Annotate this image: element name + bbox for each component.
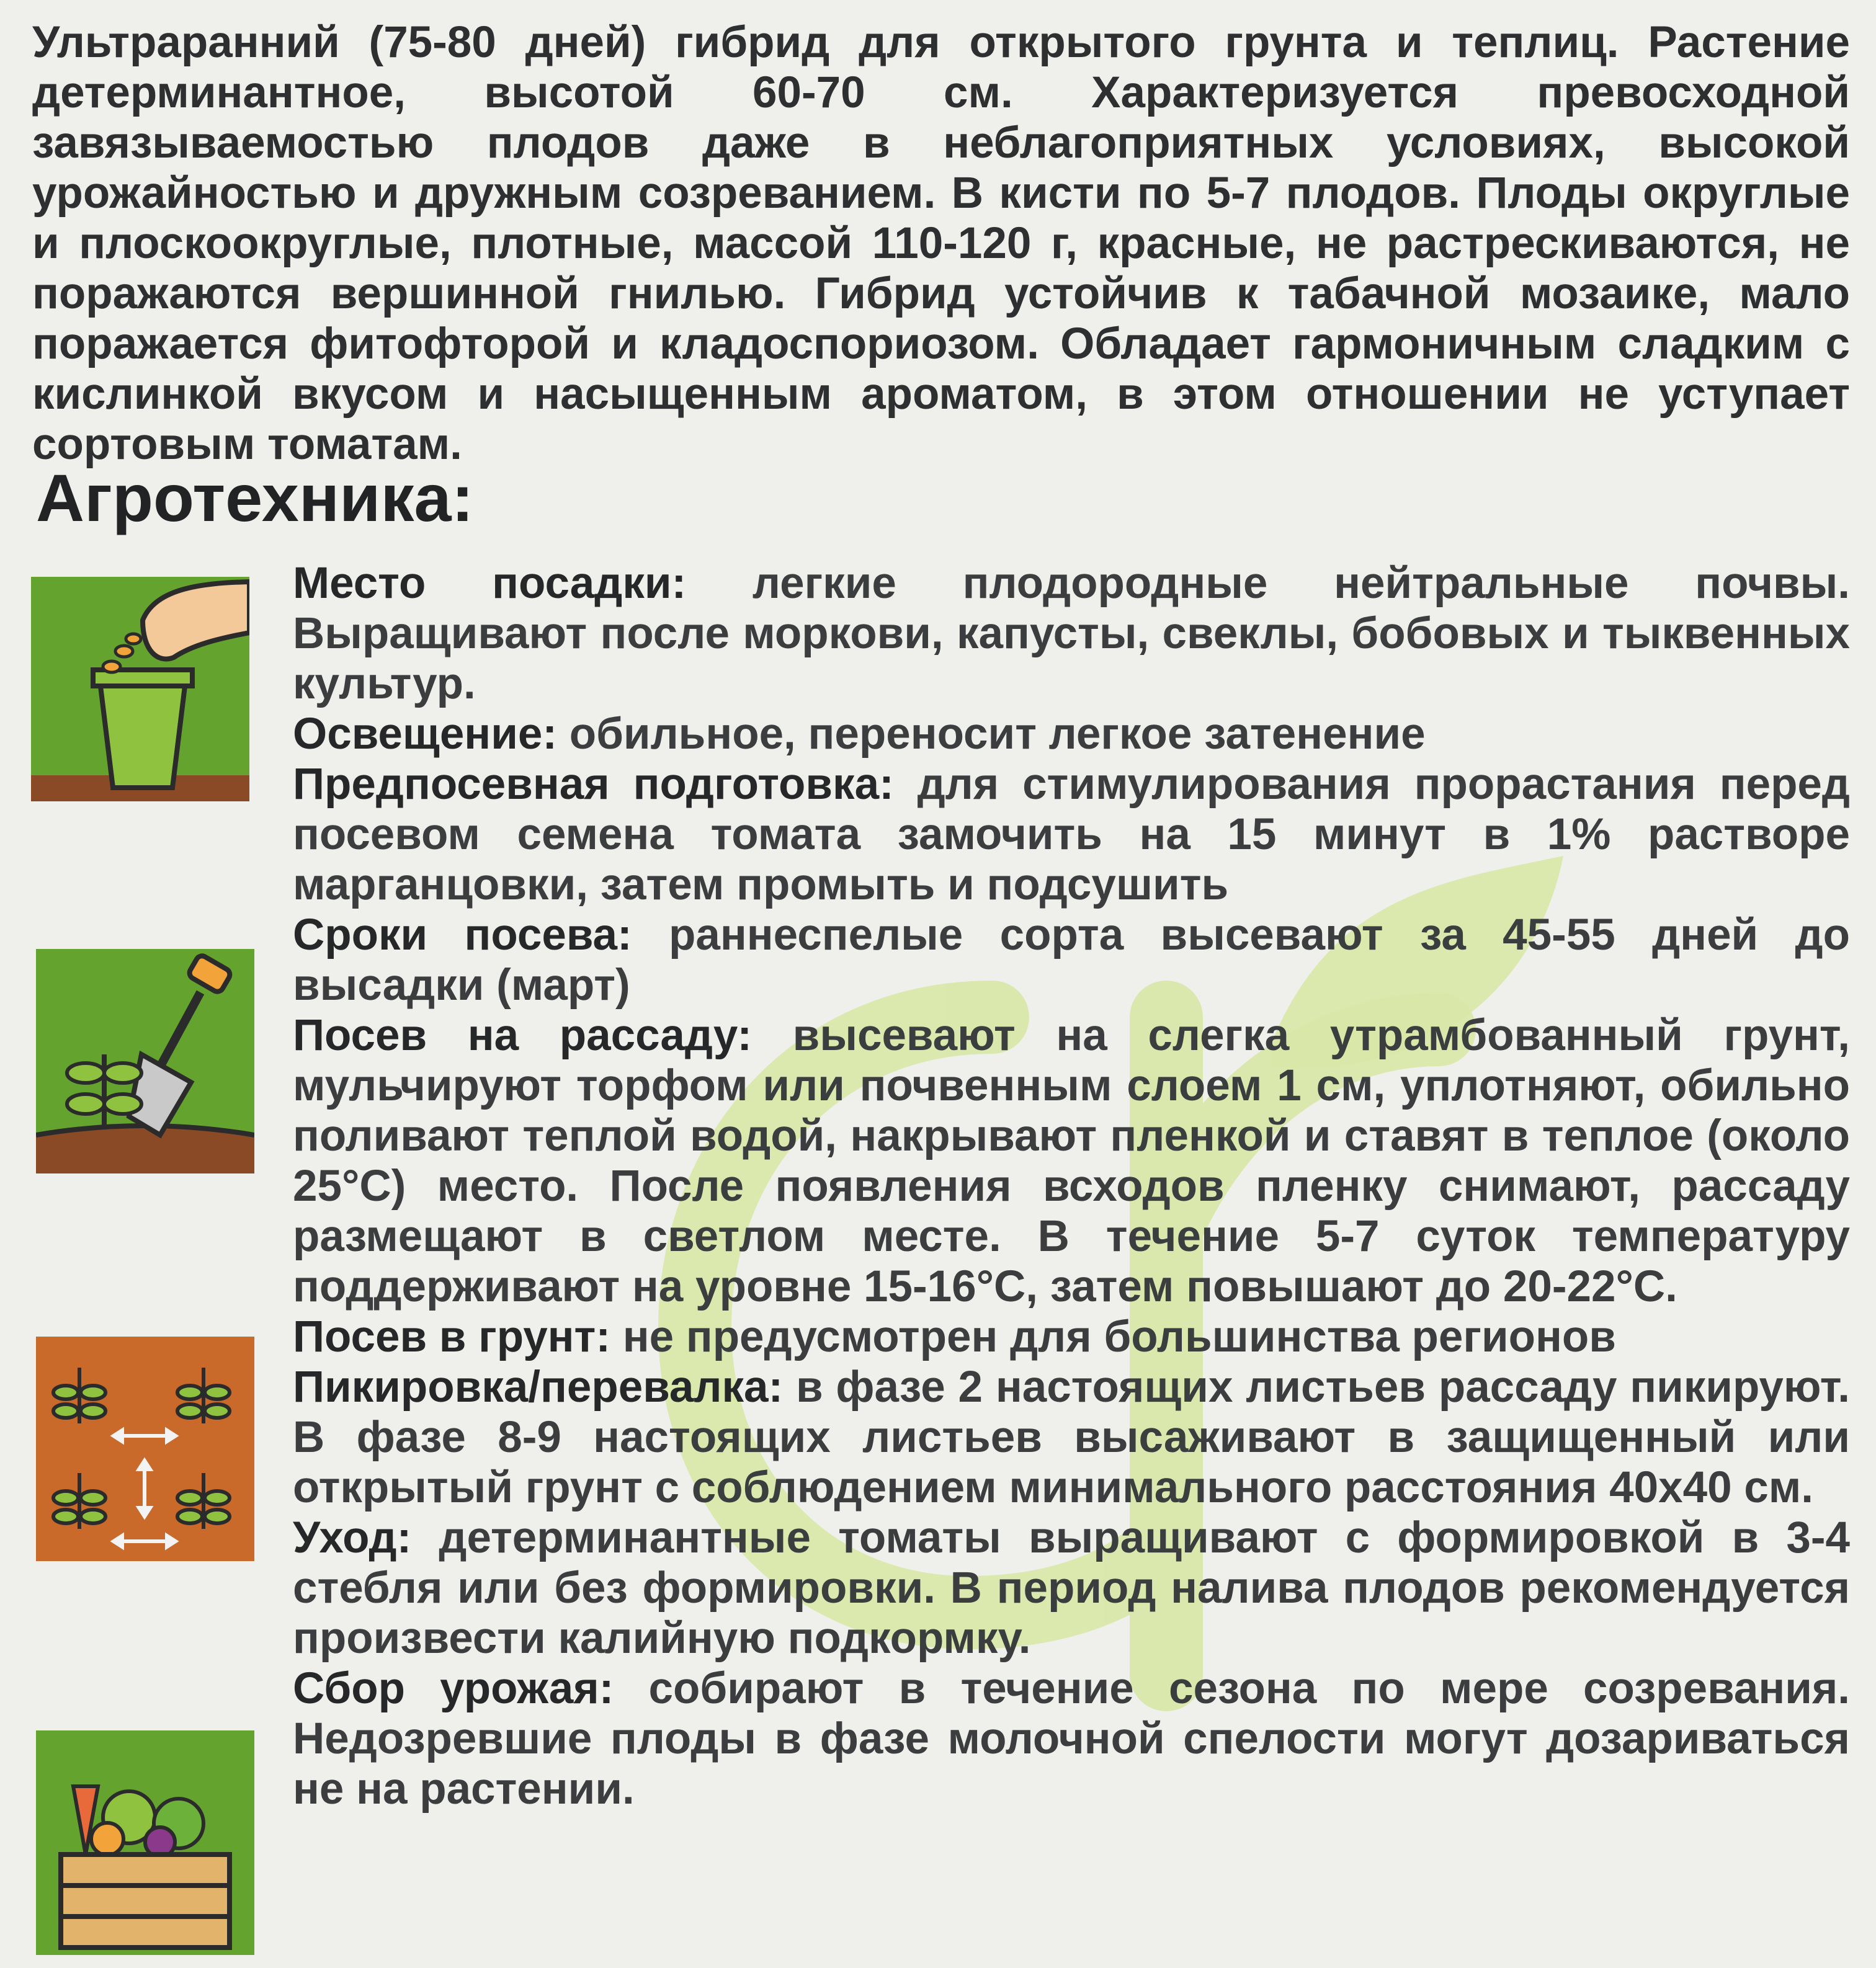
item-label: Уход: xyxy=(293,1513,412,1562)
item-label: Предпосевная подготовка: xyxy=(293,760,894,809)
pricking-item xyxy=(293,1362,1850,1513)
shovel-seedling-icon xyxy=(36,949,254,1173)
sowing-time-item xyxy=(293,910,1850,1010)
care-item xyxy=(293,1513,1850,1663)
item-text: высевают на слегка утрамбованный грунт, мульчируют торфом или почвенным слоем 1 см, уплотняют, обильно поливают теплой водой, накрывают пленкой и ставят в теплое (около 25°С) место. После появления всходов пленку снимают, рассаду размещают в светлом месте. В течение 5-7 суток температуру поддерживают на уровне 15-16°С, затем повышают до 20-22°С. xyxy=(293,1011,1850,1311)
item-label: Сроки посева: xyxy=(293,911,632,960)
open-ground-item xyxy=(293,1312,1850,1362)
item-label: Посев в грунт: xyxy=(293,1312,610,1361)
seedlings-item xyxy=(293,1010,1850,1312)
item-label: Пикировка/перевалка: xyxy=(293,1363,784,1412)
item-text: обильное, переносит легкое затенение xyxy=(556,710,1426,759)
item-label: Освещение: xyxy=(293,710,557,759)
section-title-agrotechnics: Агротехника: xyxy=(36,460,474,535)
pre-sowing-item xyxy=(293,759,1850,910)
item-label: Посев на рассаду: xyxy=(293,1011,753,1060)
lighting-item xyxy=(293,709,1850,759)
product-description: Ультраранний (75-80 дней) гибрид для открытого грунта и теплиц. Растение детерминантное, высотой 60-70 см. Характеризуется превосходной завязываемостью плодов даже в неблагоприятных условиях, высокой урожайностью и дружным созреванием. В кисти по 5-7 плодов. Плоды округлые и плоскоокруглые, плотные, массой 110-120 г, красные, не растрескиваются, не поражаются вершинной гнилью. Гибрид устойчив к табачной мозаике, мало поражается фитофторой и кладоспориозом. Обладает гармоничным сладким с кислинкой вкусом и насыщенным ароматом, в этом отношении не уступает сортовым томатам. xyxy=(32,18,1850,469)
item-text: раннеспелые сорта высевают за 45-55 дней до высадки (март) xyxy=(293,911,1850,1010)
plant-spacing-icon xyxy=(36,1337,254,1561)
item-text: легкие плодородные нейтральные почвы. Выращивают после моркови, капусты, свеклы, бобовых и тыквенных культур. xyxy=(293,559,1850,708)
harvest-item xyxy=(293,1663,1850,1814)
item-text: не предусмотрен для большинства регионов xyxy=(610,1312,1616,1361)
agrotechnics-list xyxy=(293,558,1850,1814)
planting-site-item xyxy=(293,558,1850,709)
hand-seeds-pot-icon xyxy=(31,577,249,801)
item-text: детерминантные томаты выращивают с формировкой в 3-4 стебля или без формировки. В период налива плодов рекомендуется произвести калийную подкормку. xyxy=(293,1513,1850,1663)
item-label: Сбор урожая: xyxy=(293,1664,614,1713)
item-text: для стимулирования прорастания перед посевом семена томата замочить на 15 минут в 1% растворе марганцовки, затем промыть и подсушить xyxy=(293,760,1850,909)
item-label: Место посадки: xyxy=(293,559,687,608)
harvest-crate-icon xyxy=(36,1730,254,1955)
item-text: собирают в течение сезона по мере созревания. Недозревшие плоды в фазе молочной спелости могут дозариваться не на растении. xyxy=(293,1664,1851,1814)
item-text: в фазе 2 настоящих листьев рассаду пикируют. В фазе 8-9 настоящих листьев высаживают в защищенный или открытый грунт с соблюдением минимального расстояния 40х40 см. xyxy=(293,1363,1850,1512)
